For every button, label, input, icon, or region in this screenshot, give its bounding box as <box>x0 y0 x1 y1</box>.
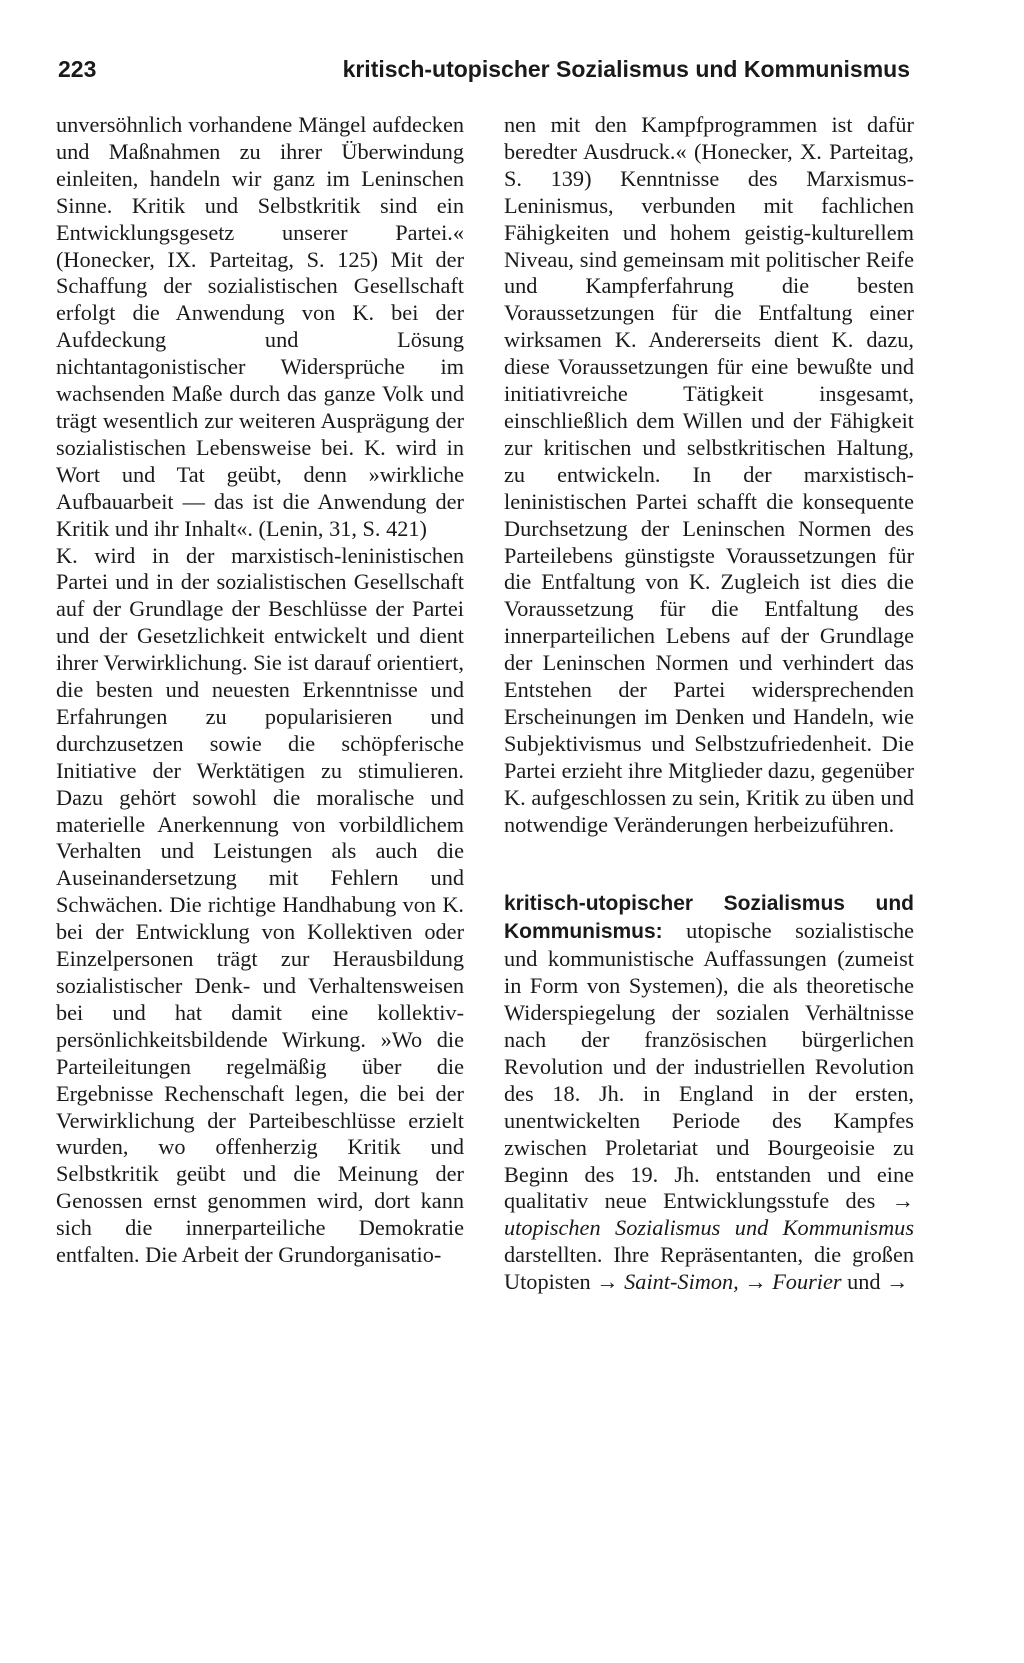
page-header <box>58 56 910 96</box>
right-paragraph-1: nen mit den Kampfprogrammen ist dafür beredter Ausdruck.« (Honecker, X. Parteitag, S. 139) Kenntnisse des Marxismus-Leninismus, verbunden mit fachlichen Fähigkeiten und hohem geistig-kulturellem Niveau, sind gemeinsam mit politischer Reife und Kampferfahrung die besten Voraussetzungen für die Entfaltung einer wirksamen K. Andererseits dient K. dazu, diese Voraussetzungen für eine bewußte und initiativreiche Tätigkeit insgesamt, einschließlich dem Willen und der Fähigkeit zur kritischen und selbstkritischen Haltung, zu entwickeln. In der marxistisch-leninistischen Partei schafft die konsequente Durchsetzung der Leninschen Normen des Parteilebens günstigste Voraussetzungen für die Entfaltung von K. Zugleich ist dies die Voraussetzung für die Entfaltung des innerparteilichen Lebens auf der Grundlage der Leninschen Normen und verhindert das Entstehen der Partei widersprechenden Erscheinungen im Denken und Handeln, wie Subjektivismus und Selbstzufriedenheit. Die Partei erzieht ihre Mitglieder dazu, gegenüber K. aufgeschlossen zu sein, Kritik zu üben und notwendige Veränderungen herbeizuführen. <box>504 112 914 837</box>
entry-headword: kritisch-utopischer Sozialismus und Kommunismus: <box>504 892 914 944</box>
left-paragraph-1: unversöhnlich vorhandene Mängel aufdecken und Maßnahmen zu ihrer Überwindung einleiten, handeln wir ganz im Leninschen Sinne. Kritik und Selbstkritik sind ein Entwicklungsgesetz unserer Partei.« (Honecker, IX. Parteitag, S. 125) Mit der Schaffung der sozialistischen Gesellschaft erfolgt die Anwendung von K. bei der Aufdeckung und Lösung nichtantagonistischer Widersprüche im wachsenden Maße durch das ganze Volk und trägt wesentlich zur weiteren Ausprägung der sozialistischen Lebensweise bei. K. wird in Wort und Tat geübt, denn »wirkliche Aufbauarbeit — das ist die Anwendung der Kritik und ihr Inhalt«. (Lenin, 31, S. 421) <box>56 112 464 541</box>
cross-reference-arrow-2: → <box>596 1269 619 1295</box>
cross-reference-fourier[interactable]: Fourier <box>772 1269 842 1295</box>
cross-reference-arrow-1: → <box>891 1188 914 1214</box>
page-number: 223 <box>58 56 97 82</box>
running-head: kritisch-utopischer Sozialismus und Kommunismus <box>342 56 910 82</box>
entry-text-3: und <box>841 1269 887 1295</box>
entry-text-1: utopische sozialistische und kommunistische Auffassungen (zumeist in Form von Systemen), die als theoretische Widerspiegelung der sozialen Verhältnisse nach der französischen bürgerlichen Revolution und der industriellen Revolution des 18. Jh. in England in der ersten, unentwickelten Periode des Kampfes zwischen Proletariat und Bourgeoisie zu Beginn des 19. Jh. entstanden und eine qualitativ neue Entwicklungsstufe des <box>504 918 914 1214</box>
cross-reference-saint-simon[interactable]: Saint-Simon, <box>624 1269 739 1295</box>
right-column <box>504 112 914 1296</box>
cross-reference-arrow-3: → <box>744 1269 767 1295</box>
entry-text-2: darstellten. Ihre Repräsentanten, die großen Utopisten <box>504 1242 914 1295</box>
cross-reference-arrow-4: → <box>886 1269 909 1295</box>
left-paragraph-2: K. wird in der marxistisch-leninistischen Partei und in der sozialistischen Gesellschaft auf der Grundlage der Beschlüsse der Partei und der Gesetzlichkeit entwickelt und dient ihrer Verwirklichung. Sie ist darauf orientiert, die besten und neuesten Erkenntnisse und Erfahrungen zu popularisieren und durchzusetzen sowie die schöpferische Initiative der Werktätigen zu stimulieren. Dazu gehört sowohl die moralische und materielle Anerkennung von vorbildlichem Verhalten und Leistungen als auch die Auseinandersetzung mit Fehlern und Schwächen. Die richtige Handhabung von K. bei der Entwicklung von Kollektiven oder Einzelpersonen trägt zur Herausbildung sozialistischer Denk- und Verhaltensweisen bei und hat damit eine kollektiv-persönlichkeitsbildende Wirkung. »Wo die Parteileitungen regelmäßig über die Ergebnisse Rechenschaft legen, die bei der Verwirklichung der Parteibeschlüsse erzielt wurden, wo offenherzig Kritik und Selbstkritik geübt und die Meinung der Genossen ernst genommen wird, dort kann sich die innerparteiliche Demokratie entfalten. Die Arbeit der Grundorganisatio- <box>56 542 464 1268</box>
dictionary-entry <box>504 890 914 1296</box>
cross-reference-utopischer-sozialismus[interactable]: utopischen Sozialismus und Kommunismus <box>504 1215 914 1241</box>
left-column <box>56 112 464 1269</box>
